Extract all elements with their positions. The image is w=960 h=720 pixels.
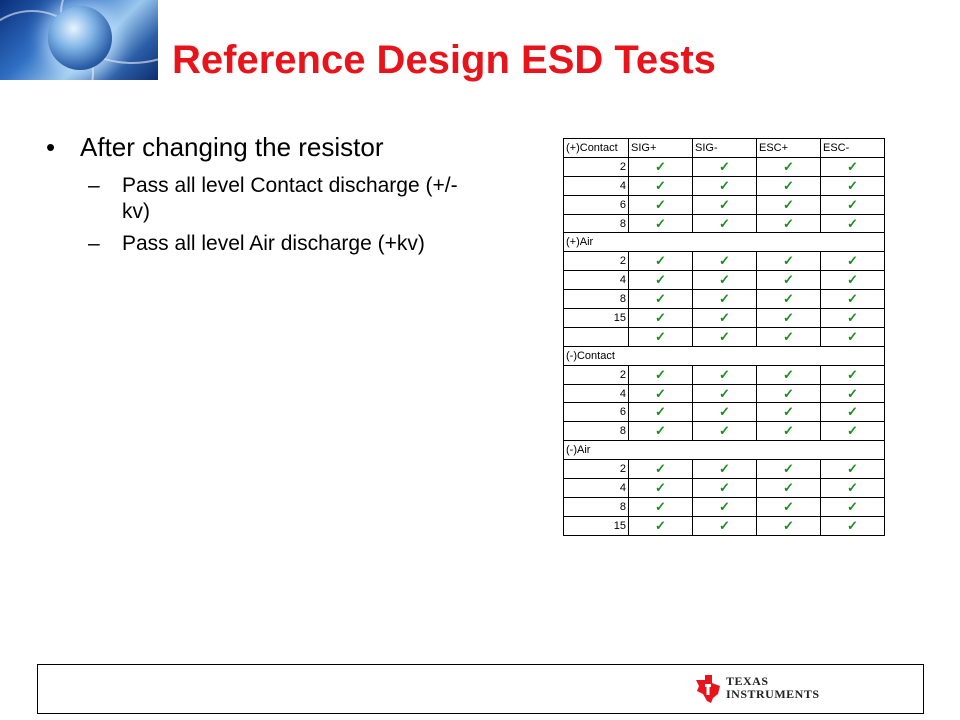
result-cell bbox=[693, 327, 757, 346]
checkmark-icon: ✓ bbox=[655, 291, 666, 307]
result-cell bbox=[757, 271, 821, 290]
result-cell bbox=[821, 422, 885, 441]
checkmark-icon: ✓ bbox=[655, 366, 666, 382]
result-cell bbox=[821, 176, 885, 195]
checkmark-icon: ✓ bbox=[847, 196, 858, 212]
checkmark-icon: ✓ bbox=[655, 517, 666, 533]
result-cell bbox=[821, 214, 885, 233]
sub-bullet-text: Pass all level Contact discharge (+/-kv) bbox=[122, 174, 458, 223]
result-cell bbox=[821, 157, 885, 176]
result-cell bbox=[693, 309, 757, 328]
checkmark-icon: ✓ bbox=[783, 423, 794, 439]
checkmark-icon: ✓ bbox=[655, 479, 666, 495]
checkmark-icon: ✓ bbox=[719, 215, 730, 231]
checkmark-icon: ✓ bbox=[783, 498, 794, 514]
level-cell: 2 bbox=[564, 157, 629, 176]
checkmark-icon: ✓ bbox=[783, 253, 794, 269]
ti-state-icon bbox=[694, 674, 722, 704]
result-cell bbox=[821, 365, 885, 384]
results-table-body bbox=[564, 139, 885, 536]
result-cell bbox=[821, 384, 885, 403]
checkmark-icon: ✓ bbox=[719, 498, 730, 514]
checkmark-icon: ✓ bbox=[719, 479, 730, 495]
checkmark-icon: ✓ bbox=[655, 177, 666, 193]
checkmark-icon: ✓ bbox=[719, 309, 730, 325]
result-cell bbox=[821, 479, 885, 498]
result-cell bbox=[757, 290, 821, 309]
checkmark-icon: ✓ bbox=[655, 461, 666, 477]
ti-wordmark bbox=[726, 675, 820, 701]
checkmark-icon: ✓ bbox=[783, 517, 794, 533]
esd-results-table bbox=[563, 138, 885, 536]
result-cell bbox=[757, 497, 821, 516]
checkmark-icon: ✓ bbox=[847, 517, 858, 533]
table-row bbox=[564, 176, 885, 195]
result-cell bbox=[629, 214, 693, 233]
checkmark-icon: ✓ bbox=[655, 158, 666, 174]
result-cell bbox=[757, 460, 821, 479]
checkmark-icon: ✓ bbox=[719, 328, 730, 344]
level-cell: 2 bbox=[564, 460, 629, 479]
checkmark-icon: ✓ bbox=[719, 517, 730, 533]
result-cell bbox=[757, 384, 821, 403]
checkmark-icon: ✓ bbox=[655, 385, 666, 401]
result-cell bbox=[629, 309, 693, 328]
result-cell bbox=[629, 157, 693, 176]
checkmark-icon: ✓ bbox=[847, 366, 858, 382]
result-cell bbox=[821, 516, 885, 535]
column-header: SIG+ bbox=[629, 139, 693, 158]
checkmark-icon: ✓ bbox=[847, 461, 858, 477]
checkmark-icon: ✓ bbox=[655, 423, 666, 439]
checkmark-icon: ✓ bbox=[783, 158, 794, 174]
checkmark-icon: ✓ bbox=[783, 309, 794, 325]
result-cell bbox=[629, 271, 693, 290]
checkmark-icon: ✓ bbox=[847, 479, 858, 495]
ti-logo-line2: INSTRUMENTS bbox=[726, 687, 820, 701]
result-cell bbox=[821, 309, 885, 328]
result-cell bbox=[757, 479, 821, 498]
checkmark-icon: ✓ bbox=[847, 158, 858, 174]
section-label: (-)Air bbox=[564, 441, 629, 460]
checkmark-icon: ✓ bbox=[783, 404, 794, 420]
checkmark-icon: ✓ bbox=[783, 196, 794, 212]
level-cell: 2 bbox=[564, 365, 629, 384]
checkmark-icon: ✓ bbox=[783, 328, 794, 344]
level-cell: 15 bbox=[564, 309, 629, 328]
result-cell bbox=[821, 252, 885, 271]
checkmark-icon: ✓ bbox=[783, 215, 794, 231]
result-cell bbox=[629, 516, 693, 535]
level-cell: 4 bbox=[564, 479, 629, 498]
checkmark-icon: ✓ bbox=[655, 404, 666, 420]
result-cell bbox=[693, 290, 757, 309]
checkmark-icon: ✓ bbox=[783, 366, 794, 382]
section-blank-cell bbox=[629, 441, 885, 460]
result-cell bbox=[757, 422, 821, 441]
table-row bbox=[564, 365, 885, 384]
result-cell bbox=[821, 290, 885, 309]
result-cell bbox=[693, 403, 757, 422]
result-cell bbox=[629, 403, 693, 422]
result-cell bbox=[821, 403, 885, 422]
checkmark-icon: ✓ bbox=[847, 385, 858, 401]
result-cell bbox=[693, 157, 757, 176]
globe-icon bbox=[48, 6, 112, 70]
section-label: (-)Contact bbox=[564, 346, 629, 365]
bullet-item bbox=[46, 132, 486, 163]
section-label: (+)Air bbox=[564, 233, 629, 252]
result-cell bbox=[693, 214, 757, 233]
result-cell bbox=[693, 252, 757, 271]
checkmark-icon: ✓ bbox=[783, 479, 794, 495]
result-cell bbox=[693, 497, 757, 516]
checkmark-icon: ✓ bbox=[847, 177, 858, 193]
checkmark-icon: ✓ bbox=[719, 272, 730, 288]
result-cell bbox=[629, 195, 693, 214]
table-row bbox=[564, 327, 885, 346]
level-cell: 4 bbox=[564, 176, 629, 195]
result-cell bbox=[757, 176, 821, 195]
checkmark-icon: ✓ bbox=[847, 309, 858, 325]
result-cell bbox=[629, 384, 693, 403]
level-cell: 2 bbox=[564, 252, 629, 271]
result-cell bbox=[629, 252, 693, 271]
checkmark-icon: ✓ bbox=[719, 404, 730, 420]
checkmark-icon: ✓ bbox=[719, 385, 730, 401]
result-cell bbox=[629, 460, 693, 479]
result-cell bbox=[757, 252, 821, 271]
level-cell: 8 bbox=[564, 290, 629, 309]
checkmark-icon: ✓ bbox=[719, 177, 730, 193]
result-cell bbox=[757, 157, 821, 176]
corner-globe-graphic bbox=[0, 0, 158, 80]
table-row bbox=[564, 403, 885, 422]
sub-bullet-item bbox=[46, 231, 482, 257]
checkmark-icon: ✓ bbox=[783, 291, 794, 307]
result-cell bbox=[757, 195, 821, 214]
table-row bbox=[564, 460, 885, 479]
table-row bbox=[564, 497, 885, 516]
result-cell bbox=[821, 460, 885, 479]
checkmark-icon: ✓ bbox=[783, 177, 794, 193]
table-row bbox=[564, 309, 885, 328]
table-row bbox=[564, 271, 885, 290]
level-cell: 4 bbox=[564, 271, 629, 290]
checkmark-icon: ✓ bbox=[719, 158, 730, 174]
result-cell bbox=[693, 384, 757, 403]
level-cell: 8 bbox=[564, 422, 629, 441]
checkmark-icon: ✓ bbox=[847, 404, 858, 420]
sub-bullet-text: Pass all level Air discharge (+kv) bbox=[122, 232, 425, 255]
slide-title: Reference Design ESD Tests bbox=[172, 38, 716, 82]
result-cell bbox=[693, 195, 757, 214]
table-row bbox=[564, 195, 885, 214]
level-cell: 6 bbox=[564, 195, 629, 214]
result-cell bbox=[629, 327, 693, 346]
result-cell bbox=[629, 422, 693, 441]
table-row bbox=[564, 290, 885, 309]
table-row bbox=[564, 516, 885, 535]
result-cell bbox=[693, 516, 757, 535]
checkmark-icon: ✓ bbox=[847, 253, 858, 269]
checkmark-icon: ✓ bbox=[655, 196, 666, 212]
checkmark-icon: ✓ bbox=[719, 423, 730, 439]
result-cell bbox=[757, 214, 821, 233]
result-cell bbox=[821, 195, 885, 214]
result-cell bbox=[757, 516, 821, 535]
table-row bbox=[564, 384, 885, 403]
section-header-row bbox=[564, 346, 885, 365]
section-header-row bbox=[564, 441, 885, 460]
result-cell bbox=[693, 422, 757, 441]
checkmark-icon: ✓ bbox=[847, 328, 858, 344]
result-cell bbox=[693, 176, 757, 195]
table-row bbox=[564, 157, 885, 176]
checkmark-icon: ✓ bbox=[847, 498, 858, 514]
checkmark-icon: ✓ bbox=[847, 272, 858, 288]
result-cell bbox=[821, 271, 885, 290]
result-cell bbox=[821, 497, 885, 516]
result-cell bbox=[629, 176, 693, 195]
checkmark-icon: ✓ bbox=[655, 272, 666, 288]
table-row bbox=[564, 422, 885, 441]
result-cell bbox=[629, 290, 693, 309]
checkmark-icon: ✓ bbox=[655, 309, 666, 325]
level-cell: 15 bbox=[564, 516, 629, 535]
checkmark-icon: ✓ bbox=[847, 215, 858, 231]
checkmark-icon: ✓ bbox=[847, 291, 858, 307]
section-label: (+)Contact bbox=[564, 139, 629, 158]
table-row bbox=[564, 479, 885, 498]
result-cell bbox=[693, 365, 757, 384]
checkmark-icon: ✓ bbox=[655, 253, 666, 269]
section-header-row bbox=[564, 139, 885, 158]
checkmark-icon: ✓ bbox=[655, 498, 666, 514]
table-row bbox=[564, 214, 885, 233]
result-cell bbox=[693, 479, 757, 498]
bullet-list bbox=[46, 132, 486, 263]
result-cell bbox=[693, 271, 757, 290]
result-cell bbox=[757, 403, 821, 422]
level-cell bbox=[564, 327, 629, 346]
dash-icon: – bbox=[88, 174, 100, 197]
result-cell bbox=[821, 327, 885, 346]
level-cell: 8 bbox=[564, 214, 629, 233]
checkmark-icon: ✓ bbox=[783, 272, 794, 288]
result-cell bbox=[757, 365, 821, 384]
result-cell bbox=[629, 497, 693, 516]
checkmark-icon: ✓ bbox=[719, 291, 730, 307]
checkmark-icon: ✓ bbox=[719, 253, 730, 269]
dash-icon: – bbox=[88, 232, 100, 255]
checkmark-icon: ✓ bbox=[719, 366, 730, 382]
section-header-row bbox=[564, 233, 885, 252]
column-header: SIG- bbox=[693, 139, 757, 158]
level-cell: 4 bbox=[564, 384, 629, 403]
result-cell bbox=[757, 327, 821, 346]
checkmark-icon: ✓ bbox=[655, 328, 666, 344]
column-header: ESC+ bbox=[757, 139, 821, 158]
section-blank-cell bbox=[629, 233, 885, 252]
sub-bullet-item bbox=[46, 173, 482, 225]
checkmark-icon: ✓ bbox=[719, 196, 730, 212]
result-cell bbox=[629, 479, 693, 498]
result-cell bbox=[629, 365, 693, 384]
texas-instruments-logo bbox=[694, 672, 824, 708]
bullet-text: After changing the resistor bbox=[80, 132, 384, 162]
result-cell bbox=[693, 460, 757, 479]
checkmark-icon: ✓ bbox=[783, 385, 794, 401]
checkmark-icon: ✓ bbox=[655, 215, 666, 231]
section-blank-cell bbox=[629, 346, 885, 365]
table-row bbox=[564, 252, 885, 271]
checkmark-icon: ✓ bbox=[847, 423, 858, 439]
result-cell bbox=[757, 309, 821, 328]
checkmark-icon: ✓ bbox=[783, 461, 794, 477]
ti-logo-line1: TEXAS bbox=[726, 674, 769, 688]
checkmark-icon: ✓ bbox=[719, 461, 730, 477]
column-header: ESC- bbox=[821, 139, 885, 158]
level-cell: 6 bbox=[564, 403, 629, 422]
level-cell: 8 bbox=[564, 497, 629, 516]
bullet-dot-icon: • bbox=[46, 132, 56, 162]
